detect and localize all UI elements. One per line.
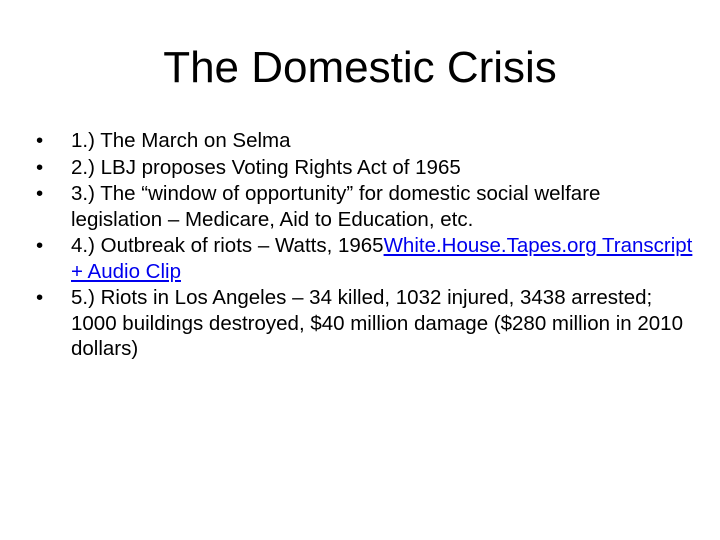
bullet-item-5: [36, 285, 696, 362]
bullet-marker-icon: •: [36, 129, 44, 152]
bullet-item-2: [36, 155, 696, 181]
bullet-list: [36, 128, 696, 363]
bullet-text: 2.) LBJ proposes Voting Rights Act of 1965: [71, 155, 461, 179]
bullet-text: 1.) The March on Selma: [71, 129, 291, 152]
bullet-item-3: [36, 181, 696, 232]
bullet-marker-icon: •: [36, 155, 44, 179]
bullet-marker-icon: •: [36, 234, 44, 257]
bullet-item-4: [36, 233, 696, 284]
bullet-text: 3.) The “window of opportunity” for domestic social welfare legislation – Medicare, Aid to Education, etc.: [71, 182, 601, 231]
bullet-text: 5.) Riots in Los Angeles – 34 killed, 1032 injured, 3438 arrested; 1000 buildings destroyed, $40 million damage ($280 million in 2010 dollars): [71, 286, 683, 360]
bullet-marker-icon: •: [36, 286, 44, 309]
bullet-text: 4.) Outbreak of riots – Watts, 1965: [71, 234, 384, 257]
whitehouse-tapes-link[interactable]: White.House.Tapes.org Transcript + Audio Clip: [71, 234, 693, 283]
bullet-item-1: [36, 128, 696, 154]
bullet-marker-icon: •: [36, 182, 44, 205]
slide-title: The Domestic Crisis: [163, 43, 557, 92]
